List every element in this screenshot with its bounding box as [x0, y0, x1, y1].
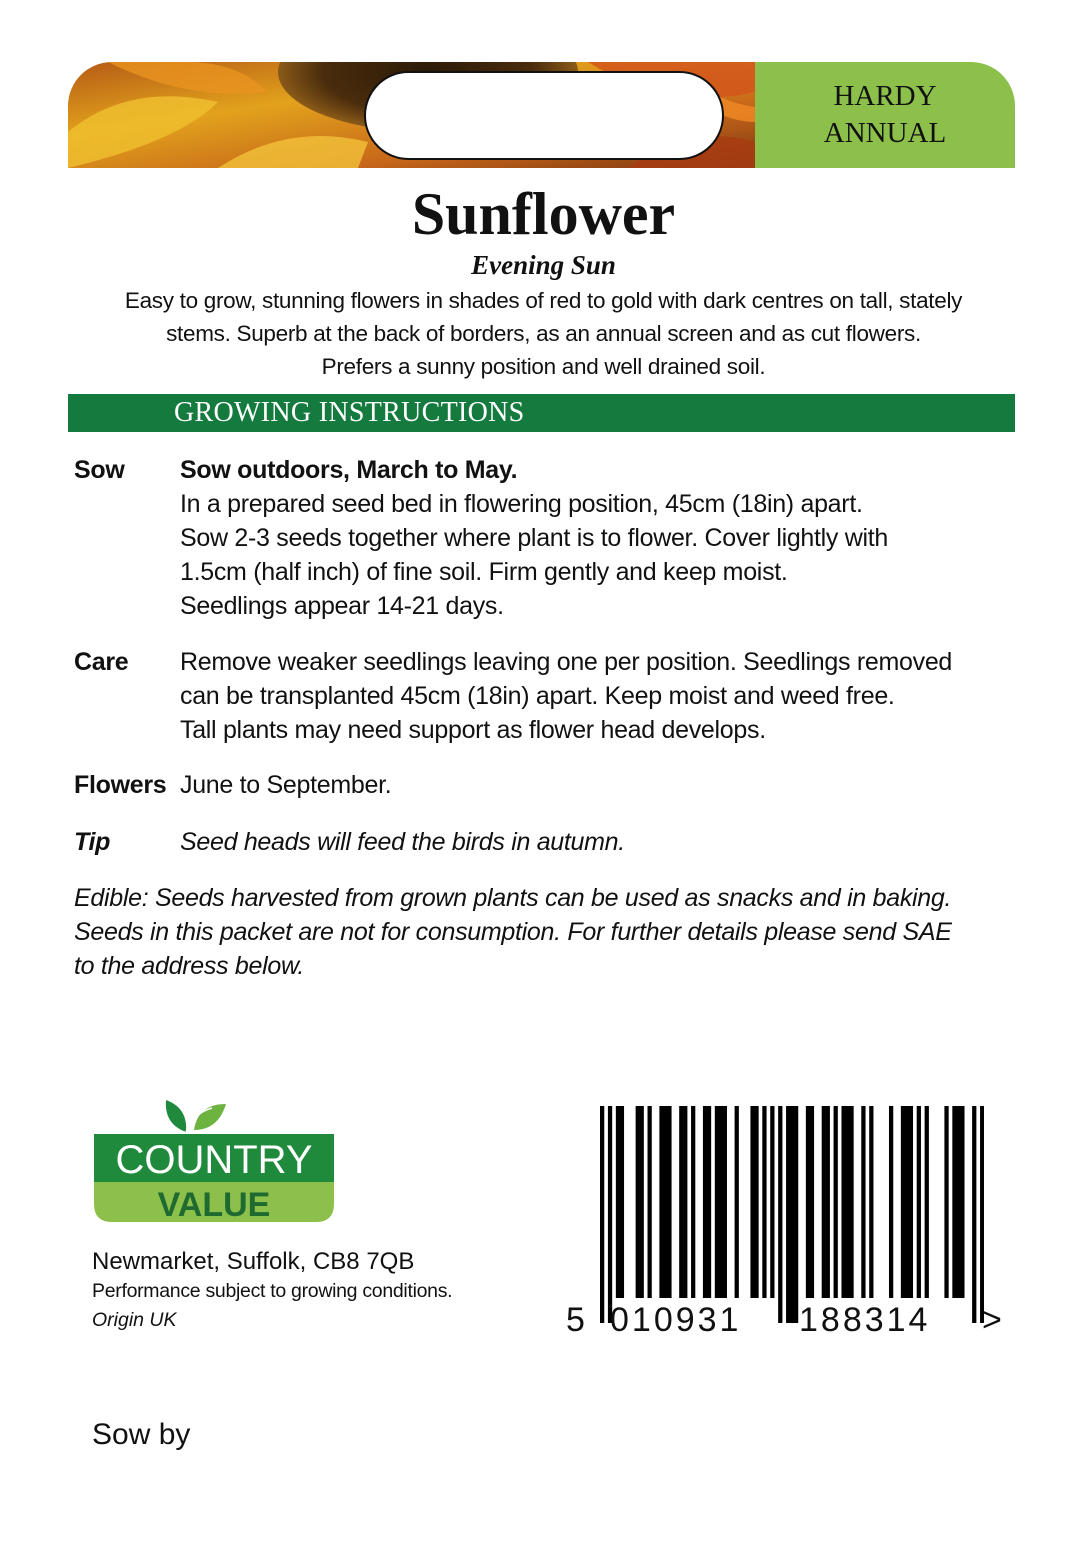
barcode-bar: [719, 1106, 723, 1298]
barcode-bar: [750, 1106, 754, 1298]
barcode-bar: [723, 1106, 727, 1298]
barcode-bar: [703, 1106, 707, 1298]
barcode-bar: [834, 1106, 838, 1298]
barcode-bar: [869, 1106, 873, 1298]
barcode-bar: [794, 1106, 798, 1323]
brand-line-1: COUNTRY: [115, 1138, 313, 1182]
flowers-body: June to September.: [180, 771, 392, 799]
sow-term: Sow: [74, 456, 125, 484]
barcode-bar: [972, 1106, 976, 1323]
barcode-bar: [715, 1106, 719, 1298]
sow-by-label: Sow by: [92, 1418, 191, 1451]
barcode-digits-right: 188314: [799, 1301, 931, 1339]
barcode-bar: [762, 1106, 766, 1298]
barcode-bar: [659, 1106, 663, 1298]
barcode-bar: [790, 1106, 794, 1323]
barcode-bar: [600, 1106, 604, 1323]
barcode-end-marker: >: [982, 1301, 1002, 1339]
edible-line: to the address below.: [74, 952, 304, 980]
barcode-bar: [845, 1106, 849, 1298]
description-line: Prefers a sunny position and well drained soil.: [321, 354, 766, 379]
barcode-bar: [778, 1106, 782, 1323]
barcode-bar: [616, 1106, 620, 1298]
barcode-bar: [754, 1106, 758, 1298]
country-value-logo: [94, 1094, 334, 1224]
barcode-bar: [679, 1106, 683, 1298]
barcode-bar: [608, 1106, 612, 1323]
barcode-digit-first: 5: [566, 1301, 585, 1339]
barcode-bar: [620, 1106, 624, 1298]
edible-line: Edible: Seeds harvested from grown plants can be used as snacks and in baking.: [74, 884, 952, 912]
barcode-bar: [810, 1106, 814, 1298]
barcode-bar: [822, 1106, 826, 1298]
barcode-bar: [640, 1106, 644, 1298]
barcode-bar: [980, 1106, 984, 1323]
barcode-bar: [925, 1106, 929, 1298]
barcode-bar: [917, 1106, 921, 1298]
tip-term: Tip: [74, 828, 111, 856]
leaf-icon: [166, 1100, 186, 1132]
barcode-bar: [735, 1106, 739, 1298]
barcode-bar: [648, 1106, 652, 1298]
barcode-bar: [960, 1106, 964, 1298]
sow-line: Seedlings appear 14-21 days.: [180, 592, 504, 620]
edible-line: Seeds in this packet are not for consumption. For further details please send SAE: [74, 918, 952, 946]
badge-line-1: HARDY: [833, 80, 937, 112]
sow-headline: Sow outdoors, March to May.: [180, 456, 518, 484]
sow-line: In a prepared seed bed in flowering position, 45cm (18in) apart.: [180, 490, 863, 518]
product-description: [60, 284, 1027, 383]
barcode-digits-left: 010931: [610, 1301, 742, 1339]
care-line: Remove weaker seedlings leaving one per position. Seedlings removed: [180, 648, 953, 676]
hardy-annual-badge: [755, 62, 1015, 168]
barcode-bar: [849, 1106, 853, 1298]
care-body: [180, 645, 1040, 747]
sow-body: [180, 453, 1040, 623]
care-line: Tall plants may need support as flower head develops.: [180, 716, 766, 744]
performance-note: Performance subject to growing conditions.: [92, 1280, 453, 1302]
barcode-bar: [905, 1106, 909, 1298]
barcode-bar: [663, 1106, 667, 1298]
barcode-bar: [944, 1106, 948, 1298]
barcode-bar: [956, 1106, 960, 1298]
barcode: [600, 1106, 984, 1323]
barcode-bar: [861, 1106, 865, 1298]
barcode-bar: [901, 1106, 905, 1298]
barcode-bar: [826, 1106, 830, 1298]
barcode-bar: [770, 1106, 774, 1298]
barcode-bar: [636, 1106, 640, 1298]
description-line: stems. Superb at the back of borders, as an annual screen and as cut flowers.: [166, 321, 921, 346]
barcode-bar: [889, 1106, 893, 1298]
flowers-term: Flowers: [74, 771, 167, 799]
barcode-bar: [786, 1106, 790, 1323]
care-term: Care: [74, 648, 129, 676]
description-line: Easy to grow, stunning flowers in shades of red to gold with dark centres on tall, stately: [124, 288, 963, 313]
barcode-bar: [691, 1106, 695, 1298]
address: Newmarket, Suffolk, CB8 7QB: [92, 1248, 415, 1275]
barcode-bar: [683, 1106, 687, 1298]
barcode-bar: [806, 1106, 810, 1298]
label-window: [364, 71, 724, 160]
origin-note: Origin UK: [92, 1309, 177, 1331]
brand-line-2: VALUE: [157, 1186, 271, 1224]
tip-body: Seed heads will feed the birds in autumn.: [180, 828, 625, 856]
growing-instructions-heading: GROWING INSTRUCTIONS: [68, 394, 1015, 432]
barcode-bar: [707, 1106, 711, 1298]
barcode-bar: [909, 1106, 913, 1298]
barcode-bar: [952, 1106, 956, 1298]
sow-line: Sow 2-3 seeds together where plant is to flower. Cover lightly with: [180, 524, 889, 552]
barcode-bar: [667, 1106, 671, 1298]
sow-line: 1.5cm (half inch) of fine soil. Firm gently and keep moist.: [180, 558, 788, 586]
care-line: can be transplanted 45cm (18in) apart. Keep moist and weed free.: [180, 682, 895, 710]
product-title: Sunflower: [411, 181, 676, 247]
barcode-bar: [841, 1106, 845, 1298]
edible-note: [74, 881, 1034, 983]
variety-name: Evening Sun: [471, 250, 616, 280]
badge-line-2: ANNUAL: [823, 117, 947, 149]
